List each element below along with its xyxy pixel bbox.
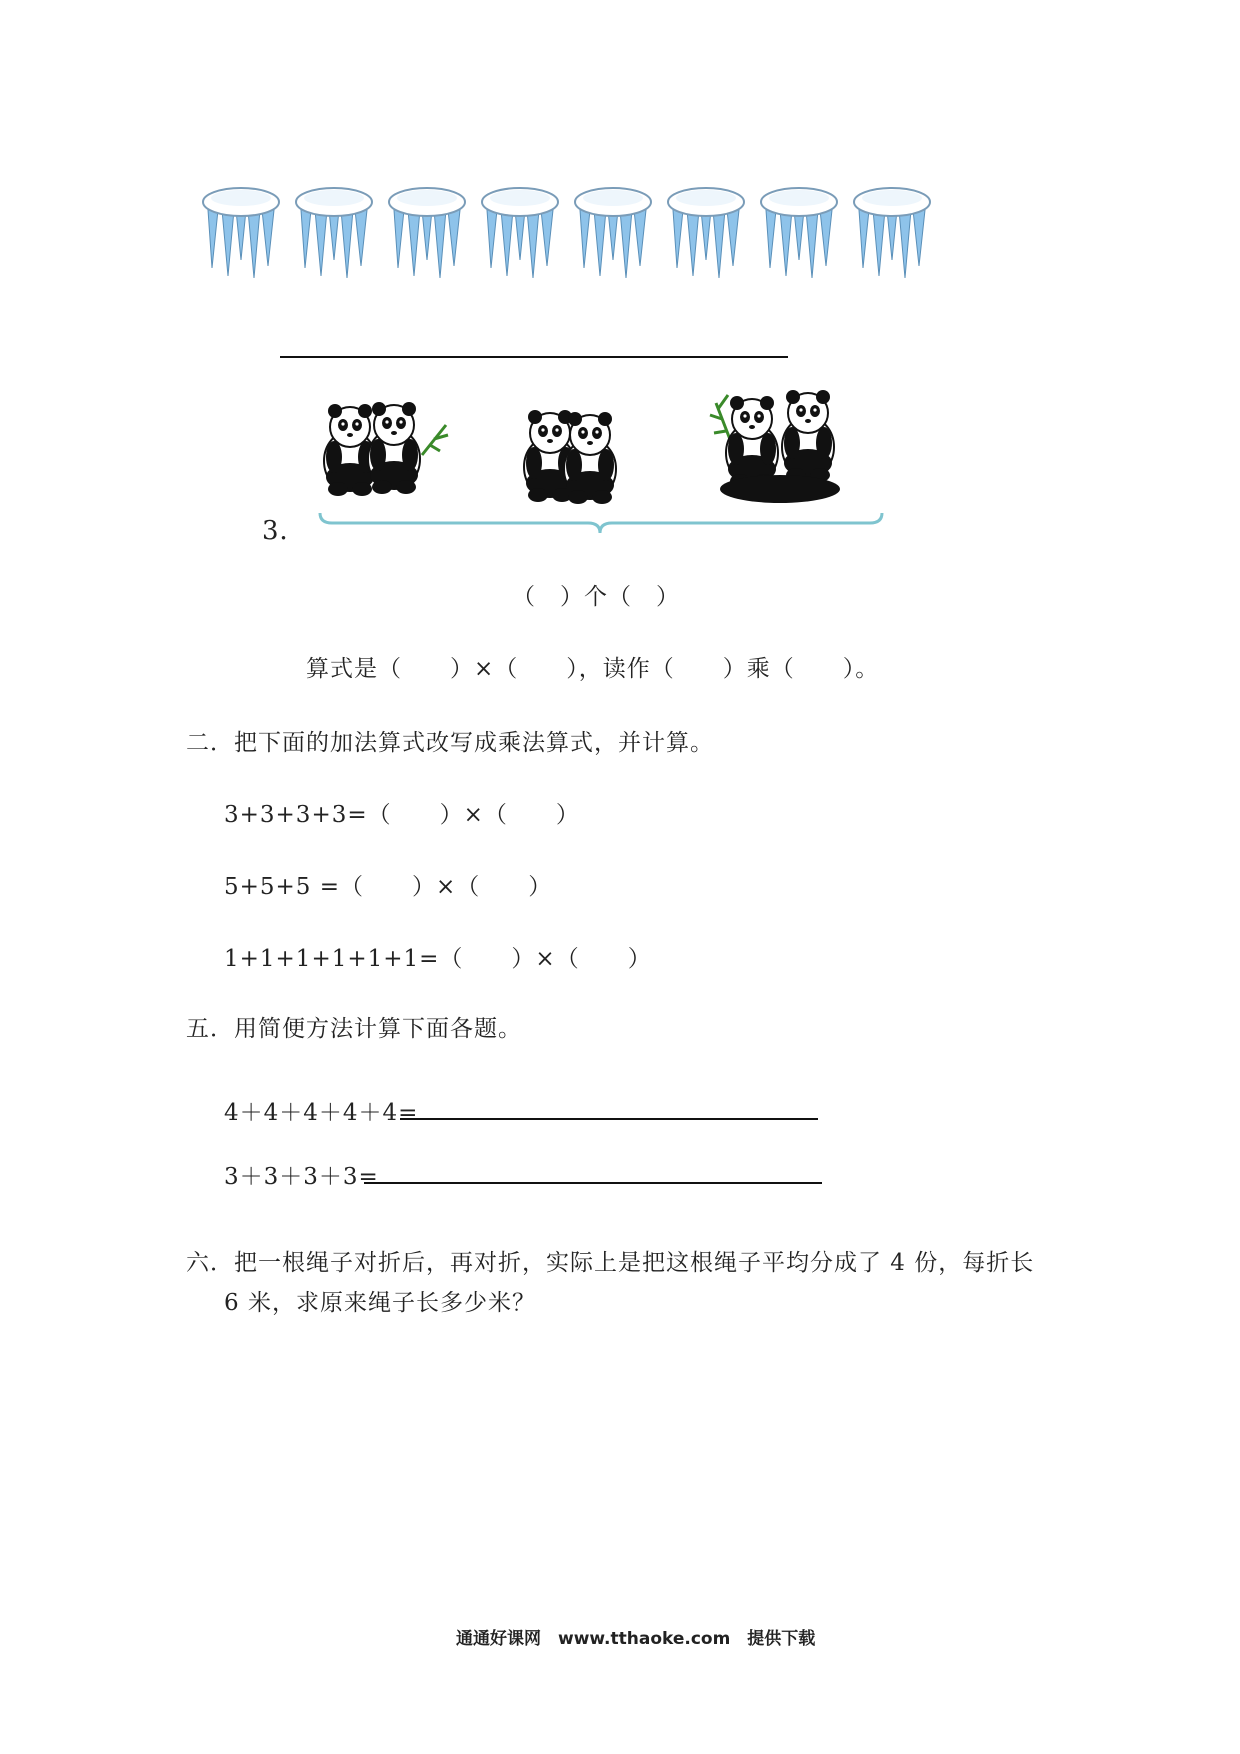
question-3-number: 3． bbox=[262, 516, 307, 546]
panda-group-svg bbox=[318, 385, 888, 535]
icicle-cluster bbox=[570, 180, 656, 282]
section-2-line-1: 3+3+3+3=（ ）×（ ） bbox=[224, 802, 580, 828]
icicle-cluster bbox=[663, 180, 749, 282]
section-6-line-2: 6 米，求原来绳子长多少米？ bbox=[224, 1290, 536, 1316]
icicle-cluster bbox=[291, 180, 377, 282]
brace bbox=[320, 513, 882, 533]
count-line: （ ）个（ ） bbox=[512, 584, 680, 610]
section-5-line-1: 4＋4＋4＋4＋4= bbox=[224, 1100, 419, 1126]
panda-pair-1 bbox=[324, 402, 448, 496]
panda-illustration bbox=[318, 385, 888, 535]
section-2-heading: 二．把下面的加法算式改写成乘法算式，并计算。 bbox=[186, 730, 714, 756]
icicle-cluster bbox=[384, 180, 470, 282]
section-5-line-2: 3＋3＋3＋3= bbox=[224, 1164, 379, 1190]
footer-text: 通通好课网 www.tthaoke.com 提供下载 bbox=[456, 1629, 816, 1649]
answer-line-5-1 bbox=[400, 1118, 818, 1120]
panda-pair-2 bbox=[524, 410, 616, 504]
formula-line: 算式是（ ）×（ ），读作（ ）乘（ ）。 bbox=[306, 656, 880, 682]
icicle-cluster bbox=[756, 180, 842, 282]
section-5-heading: 五．用简便方法计算下面各题。 bbox=[186, 1016, 522, 1042]
icicle-illustration bbox=[198, 180, 940, 290]
answer-line-icicles bbox=[280, 356, 788, 358]
icicle-cluster bbox=[477, 180, 563, 282]
answer-line-5-2 bbox=[364, 1182, 822, 1184]
section-2-line-2: 5+5+5 =（ ）×（ ） bbox=[224, 874, 553, 900]
section-2-line-3: 1+1+1+1+1+1=（ ）×（ ） bbox=[224, 946, 652, 972]
icicle-cluster bbox=[849, 180, 935, 282]
section-6-line-1: 六．把一根绳子对折后，再对折，实际上是把这根绳子平均分成了 4 份，每折长 bbox=[186, 1250, 1035, 1276]
icicle-cluster bbox=[198, 180, 284, 282]
panda-pair-3 bbox=[710, 390, 840, 503]
